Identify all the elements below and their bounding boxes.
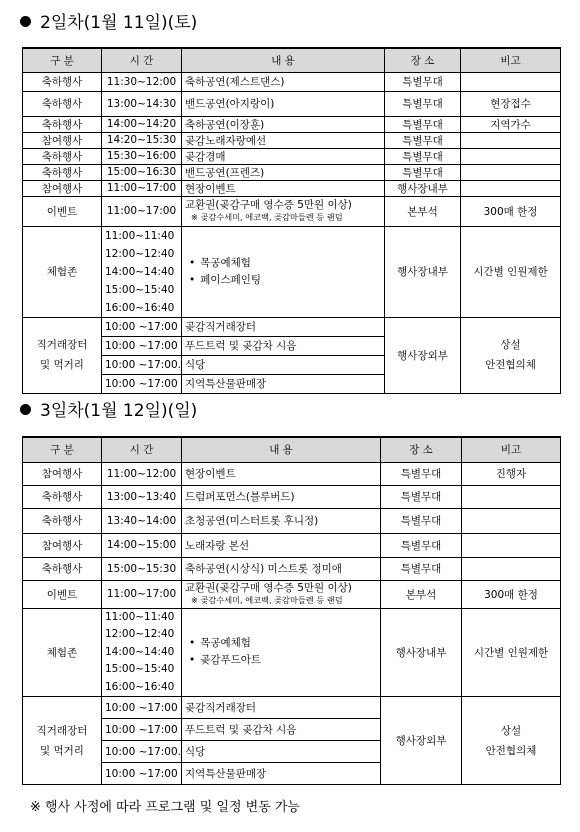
- list-item: • 곶감푸드아트: [199, 652, 377, 669]
- row-time: 13:00~13:40: [102, 485, 182, 508]
- row-place: 행사장내부: [385, 180, 461, 196]
- row-time: 14:00~14:20: [102, 116, 182, 132]
- time-slot: 11:00~11:40: [105, 610, 175, 623]
- table-row: [23, 116, 561, 132]
- row-note: 상설 안전협의체: [462, 697, 561, 785]
- row-time: 10:00 ~17:00: [102, 336, 182, 355]
- row-time: 13:00~14:30: [102, 91, 182, 116]
- row-time: 15:00~15:30: [102, 557, 182, 580]
- row-note: 300매 한정: [461, 196, 561, 226]
- row-note: 300매 한정: [462, 580, 561, 608]
- header-category: 구 분: [23, 437, 102, 462]
- row-note: [462, 485, 561, 508]
- list-item: • 목공예체험: [199, 255, 381, 272]
- list-item: • 페이스페인팅: [199, 272, 381, 289]
- row-time: 15:30~16:00: [102, 148, 182, 164]
- time-slot: 14:00~14:40: [105, 645, 175, 658]
- event-sub-note: ※ 곶감수세미, 에코백, 곶감마들렌 등 랜덤: [191, 595, 343, 605]
- header-category: 구 분: [23, 48, 102, 72]
- experience-row: [23, 226, 561, 317]
- row-time: 14:20~15:30: [102, 132, 182, 148]
- time-slot: 12:00~12:40: [105, 628, 175, 640]
- experience-times: [102, 608, 182, 697]
- header-note: 비고: [462, 437, 561, 462]
- row-note: 시간별 인원제한: [461, 226, 561, 317]
- row-category: 축하행사: [23, 72, 102, 91]
- row-note: [461, 132, 561, 148]
- table-header-row: [23, 48, 561, 72]
- row-category: 직거래장터 및 먹거리: [23, 697, 102, 785]
- event-sub-note: ※ 곶감수세미, 에코백, 곶감마들렌 등 랜덤: [191, 212, 343, 222]
- row-content: 초청공연(미스터트롯 후니정): [182, 508, 381, 533]
- header-content: 내 용: [182, 48, 385, 72]
- row-content: 곶감직거래장터: [182, 697, 381, 719]
- row-place: 특별무대: [385, 72, 461, 91]
- row-category: 축하행사: [23, 164, 102, 180]
- row-time: 11:00~17:00: [102, 196, 182, 226]
- row-content: 곶감경매: [182, 148, 385, 164]
- day3-schedule-table: [22, 436, 561, 785]
- row-place: 특별무대: [381, 508, 462, 533]
- time-slot: 11:00~11:40: [105, 229, 175, 242]
- row-place: 특별무대: [385, 132, 461, 148]
- row-place: 특별무대: [385, 116, 461, 132]
- row-place: 본부석: [381, 580, 462, 608]
- row-note: 상설 안전협의체: [461, 317, 561, 393]
- row-category: 이벤트: [23, 580, 102, 608]
- row-place: 특별무대: [381, 462, 462, 485]
- row-content: 지역특산물판매장: [182, 763, 381, 785]
- row-place: 행사장내부: [381, 608, 462, 697]
- header-place: 장 소: [385, 48, 461, 72]
- day2-title: [20, 12, 197, 34]
- row-note: 지역가수: [461, 116, 561, 132]
- event-content: 교환권(곶감구매 영수증 5만원 이상): [185, 199, 352, 211]
- row-content: 지역특산물판매장: [182, 374, 385, 393]
- table-row: [23, 91, 561, 116]
- market-row: [23, 697, 561, 719]
- day3-title-text: 3일차(1월 12일)(일): [40, 401, 198, 421]
- row-content: 드럼퍼포먼스(블루버드): [182, 485, 381, 508]
- table-row: [23, 462, 561, 485]
- experience-items: [182, 608, 381, 697]
- table-row: [23, 557, 561, 580]
- row-content: 식당: [182, 355, 385, 374]
- row-time: 10:00 ~17:00: [102, 374, 182, 393]
- row-note: 진행자: [462, 462, 561, 485]
- row-content: 밴드공연(아지랑이): [182, 91, 385, 116]
- row-time: 11:00~12:00: [102, 462, 182, 485]
- row-place: 행사장내부: [385, 226, 461, 317]
- table-row: [23, 485, 561, 508]
- table-row: [23, 508, 561, 533]
- table-row: [23, 533, 561, 557]
- row-category: 이벤트: [23, 196, 102, 226]
- row-place: 특별무대: [385, 91, 461, 116]
- row-content: 식당: [182, 741, 381, 763]
- row-place: 특별무대: [381, 485, 462, 508]
- event-content-cell: [182, 196, 385, 226]
- row-time: 11:00~17:00: [102, 180, 182, 196]
- row-note: [462, 533, 561, 557]
- row-note: [462, 508, 561, 533]
- row-category: 참여행사: [23, 180, 102, 196]
- row-content: 현장이벤트: [182, 180, 385, 196]
- experience-times: [102, 226, 182, 317]
- row-time: 10:00 ~17:00: [102, 763, 182, 785]
- row-content: 밴드공연(프렌즈): [182, 164, 385, 180]
- row-note: 시간별 인원제한: [462, 608, 561, 697]
- time-slot: 15:00~15:40: [105, 663, 175, 675]
- row-note: [461, 72, 561, 91]
- row-time: 15:00~16:30: [102, 164, 182, 180]
- table-row: [23, 180, 561, 196]
- row-content: 곶감노래자랑예선: [182, 132, 385, 148]
- table-header-row: [23, 437, 561, 462]
- row-time: 11:00~17:00: [102, 580, 182, 608]
- row-content: 축하공연(이장훈): [182, 116, 385, 132]
- row-note: [461, 164, 561, 180]
- row-time: 10:00 ~17:00: [102, 697, 182, 719]
- row-category: 축하행사: [23, 116, 102, 132]
- day2-schedule-table: [22, 47, 561, 394]
- time-slot: 14:00~14:40: [105, 265, 175, 278]
- row-time: 13:40~14:00: [102, 508, 182, 533]
- row-category: 체험존: [23, 608, 102, 697]
- row-time: 10:00 ~17:00: [102, 719, 182, 741]
- row-place: 특별무대: [385, 164, 461, 180]
- row-category: 직거래장터 및 먹거리: [23, 317, 102, 393]
- row-place: 특별무대: [381, 533, 462, 557]
- row-content: 축하공연(제스트댄스): [182, 72, 385, 91]
- row-content: 푸드트럭 및 곶감차 시음: [182, 336, 385, 355]
- row-note: [462, 557, 561, 580]
- header-note: 비고: [461, 48, 561, 72]
- row-content: 푸드트럭 및 곶감차 시음: [182, 719, 381, 741]
- table-row: [23, 72, 561, 91]
- day2-title-text: 2일차(1월 11일)(토): [40, 13, 198, 33]
- bullet-dot-icon: [20, 404, 31, 415]
- event-content-cell: [182, 580, 381, 608]
- table-row: [23, 164, 561, 180]
- row-place: 본부석: [385, 196, 461, 226]
- row-time: 10:00 ~17:00: [102, 317, 182, 336]
- row-content: 현장이벤트: [182, 462, 381, 485]
- row-place: 행사장외부: [385, 317, 461, 393]
- event-row: [23, 196, 561, 226]
- footnote: ※ 행사 사정에 따라 프로그램 및 일정 변동 가능: [30, 800, 300, 815]
- row-place: 행사장외부: [381, 697, 462, 785]
- row-category: 참여행사: [23, 533, 102, 557]
- row-content: 노래자랑 본선: [182, 533, 381, 557]
- row-time: 10:00 ~17:00.: [102, 741, 182, 763]
- row-category: 축하행사: [23, 91, 102, 116]
- row-category: 참여행사: [23, 132, 102, 148]
- event-content: 교환권(곶감구매 영수증 5만원 이상): [185, 582, 352, 594]
- event-row: [23, 580, 561, 608]
- row-category: 축하행사: [23, 148, 102, 164]
- market-row: [23, 317, 561, 336]
- header-place: 장 소: [381, 437, 462, 462]
- table-row: [23, 148, 561, 164]
- row-category: 참여행사: [23, 462, 102, 485]
- row-note: [461, 180, 561, 196]
- table-row: [23, 132, 561, 148]
- row-category: 축하행사: [23, 508, 102, 533]
- row-place: 특별무대: [381, 557, 462, 580]
- row-time: 10:00 ~17:00.: [102, 355, 182, 374]
- row-time: 11:30~12:00: [102, 72, 182, 91]
- row-category: 축하행사: [23, 557, 102, 580]
- bullet-dot-icon: [20, 16, 31, 27]
- row-content: 축하공연(시상식) 미스트롯 정미애: [182, 557, 381, 580]
- row-time: 14:00~15:00: [102, 533, 182, 557]
- list-item: • 목공예체험: [199, 635, 377, 652]
- row-place: 특별무대: [385, 148, 461, 164]
- header-time: 시 간: [102, 437, 182, 462]
- experience-items: [182, 226, 385, 317]
- row-note: [461, 148, 561, 164]
- row-note: 현장접수: [461, 91, 561, 116]
- day3-title: [20, 400, 197, 422]
- experience-row: [23, 608, 561, 697]
- time-slot: 15:00~15:40: [105, 283, 175, 296]
- time-slot: 12:00~12:40: [105, 247, 175, 260]
- row-category: 축하행사: [23, 485, 102, 508]
- time-slot: 16:00~16:40: [105, 680, 175, 693]
- row-content: 곶감직거래장터: [182, 317, 385, 336]
- time-slot: 16:00~16:40: [105, 301, 175, 314]
- header-content: 내 용: [182, 437, 381, 462]
- header-time: 시 간: [102, 48, 182, 72]
- row-category: 체험존: [23, 226, 102, 317]
